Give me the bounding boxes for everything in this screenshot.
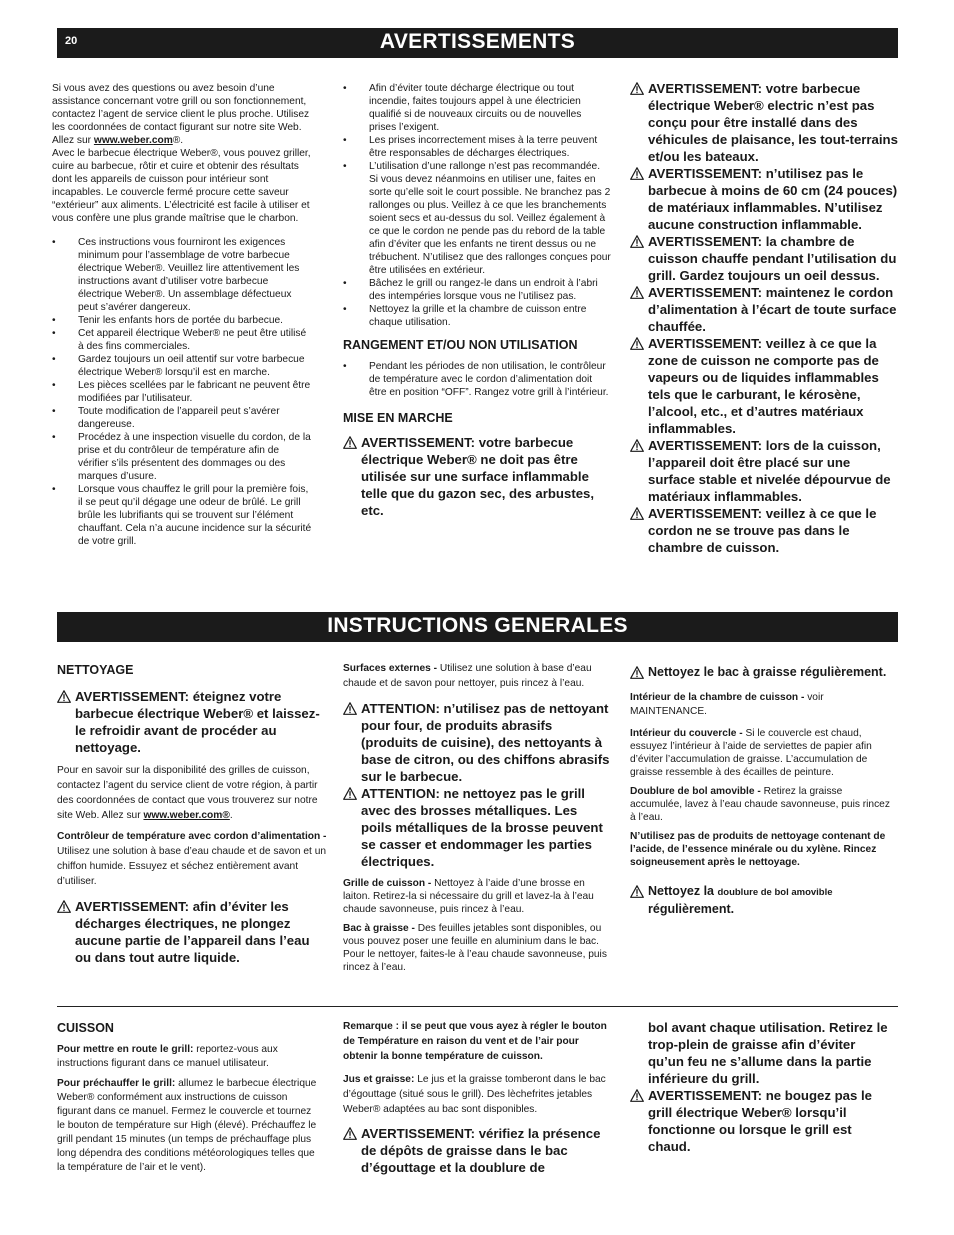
- warning-icon: [630, 286, 644, 299]
- warning-item: Nettoyez la doublure de bol amovible régulièrement.: [630, 883, 892, 918]
- warning-icon: [630, 337, 644, 350]
- list-item: • Pendant les périodes de non utilisation, le contrôleur de température avec le cordon d’alimentation doit être en position “OFF”. Rangez votre grill à l’intérieur.: [343, 360, 611, 399]
- warning-item: AVERTISSEMENT: n’utilisez pas le barbecue à moins de 60 cm (24 pouces) de matériaux inflammables. N’utilisez aucune construction inflammable.: [630, 165, 898, 233]
- warning-icon: [630, 1089, 644, 1102]
- storage-list: [343, 360, 611, 399]
- warning-icon: [630, 666, 644, 679]
- warning-icon: [630, 507, 644, 520]
- lid-interior-paragraph: Intérieur du couvercle - Si le couvercle est chaud, essuyez l’intérieur à l’aide de serviettes de papier afin d’éviter l’accumulation de graisse. L’accumulation de graisse ressemble à des écailles de peinture.: [630, 728, 872, 778]
- warnings-list-2: [343, 82, 611, 329]
- external-surfaces-paragraph: Surfaces externes - Utilisez une solution à base d’eau chaude et de savon pour nettoyer, puis rincez à l’eau.: [343, 663, 592, 689]
- section-divider: [57, 1006, 898, 1007]
- warnings-list-1: [52, 236, 312, 548]
- list-item: • L’utilisation d’une rallonge n’est pas recommandée. Si vous devez néanmoins en utiliser une, faites en sorte qu’elle soit le court possible. Ne branchez pas 2 rallonges ou plus. Veillez à ce que les branchements soient secs et au-dessus du sol. Veillez également à ce que le cordon ne pende pas du rebord de la table afin d’éviter que les enfants ne tirent dessus ou ne trébuchent. N’utilisez que des rallonges conçues pour être utilisées en extérieur.: [343, 160, 611, 277]
- startup-heading: MISE EN MARCHE: [343, 411, 453, 425]
- warning-icon: [57, 690, 71, 703]
- chemicals-note: N’utilisez pas de produits de nettoyage contenant de l’acide, de l’essence minérale ou du xylène. Rincez soigneusement après le nettoyage.: [630, 831, 886, 868]
- cook-chamber-paragraph: Intérieur de la chambre de cuisson - voir MAINTENANCE.: [630, 692, 824, 717]
- grease-tray-paragraph: Bac à graisse - Des feuilles jetables sont disponibles, ou vous pouvez poser une feuille en aluminium dans le bac. Pour le nettoyer, faites-le à l’eau chaude savonneuse, puis rincez à l’eau.: [343, 923, 607, 973]
- warnings-column-1: [52, 82, 312, 548]
- intro-paragraph-2: Avec le barbecue électrique Weber®, vous pouvez griller, cuire au barbecue, rôtir et cuire et obtenir des résultats dont les appareils de cuisson pour intérieur sont incapables. Le couvercle fermé procure cette saveur “extérieur” aux aliments. L’électricité est facile à utiliser et vous confère une plus grande maîtrise que le charbon.: [52, 148, 311, 224]
- warning-icon: [57, 900, 71, 913]
- list-item: • Procédez à une inspection visuelle du cordon, de la prise et du contrôleur de température afin de vérifier s’ils présentent des dommages ou des marques d’usure.: [52, 431, 312, 483]
- section-title-bar-avertissements: [57, 28, 898, 58]
- warning-item: AVERTISSEMENT: vérifiez la présence de dépôts de graisse dans le bac d’égouttage et la doublure de: [343, 1125, 611, 1176]
- storage-heading: RANGEMENT ET/OU NON UTILISATION: [343, 338, 578, 352]
- section-title-avertissements: AVERTISSEMENTS: [379, 30, 576, 53]
- list-item: • Cet appareil électrique Weber® ne peut être utilisé à des fins commerciales.: [52, 327, 312, 353]
- list-item: • Ces instructions vous fourniront les exigences minimum pour l’assemblage de votre barbecue électrique Weber®. Veuillez lire attentivement les instructions avant d’utiliser votre barbecue électrique Weber®. Un assemblage défectueux peut s’avérer dangereux.: [52, 236, 312, 314]
- caution-item: ATTENTION: n’utilisez pas de nettoyant pour four, de produits abrasifs (produits de cuisine), des nettoyants à base de citron, ou des chiffons abrasifs sur le barbecue.: [343, 700, 611, 785]
- warnings-column-3: [630, 80, 898, 556]
- list-item: • Gardez toujours un oeil attentif sur votre barbecue électrique Weber® lorsqu’il est en marche.: [52, 353, 312, 379]
- weber-link[interactable]: www.weber.com: [93, 135, 173, 146]
- warning-continuation: bol avant chaque utilisation. Retirez le trop-plein de graisse afin d’éviter qu’un feu ne s’allume dans la partie inférieure du grill.: [648, 1020, 888, 1086]
- warning-icon: [630, 235, 644, 248]
- warnings-column-2: [343, 82, 611, 519]
- warning-item: AVERTISSEMENT: afin d’éviter les décharges électriques, ne plongez aucune partie de l’appareil dans l’eau ou dans tout autre liquide.: [57, 898, 327, 966]
- warning-item: AVERTISSEMENT: votre barbecue électrique Weber® electric n’est pas conçu pour être installé dans des véhicules de plaisance, les tout-terrains et/ou les bateaux.: [630, 80, 898, 165]
- page-number: 20: [65, 35, 78, 47]
- bowl-liner-paragraph: Doublure de bol amovible - Retirez la graisse accumulée, lavez à l’eau chaude savonneuse, puis rincez à l’eau.: [630, 786, 890, 823]
- controller-paragraph: Contrôleur de température avec cordon d’alimentation - Utilisez une solution à base d’eau chaude et de savon et un chiffon humide. Essuyez et séchez entièrement avant d’utiliser.: [57, 831, 327, 887]
- temperature-note: Remarque : il se peut que vous ayez à régler le bouton de Température en raison du vent et de l’air pour obtenir la bonne température de cuisson.: [343, 1021, 607, 1062]
- warning-item: AVERTISSEMENT: éteignez votre barbecue électrique Weber® et laissez-le refroidir avant de procéder au nettoyage.: [57, 688, 327, 756]
- warning-item: AVERTISSEMENT: maintenez le cordon d’alimentation à l’écart de toute surface chauffée.: [630, 284, 898, 335]
- preheat-paragraph: Pour préchauffer le grill: allumez le barbecue électrique Weber® conformément aux instructions de cuisson figurant dans ce manuel. Fermez le couvercle et tournez le bouton de température sur High (élevé). Préchauffez le grill pendant 15 minutes (un temps de préchauffage plus long dépendra des conditions météorologiques telles que la température de l’air et le vent).: [57, 1078, 317, 1173]
- cooking-column-2: [343, 1019, 611, 1176]
- warning-item: AVERTISSEMENT: la chambre de cuisson chauffe pendant l’utilisation du grill. Gardez toujours un oeil dessus.: [630, 233, 898, 284]
- cooking-column-3: [630, 1019, 892, 1155]
- section-title-instructions: INSTRUCTIONS GENERALES: [327, 614, 628, 637]
- startup-warning: AVERTISSEMENT: votre barbecue électrique Weber® ne doit pas être utilisée sur une surface inflammable telle que du gazon sec, des arbustes, etc.: [343, 434, 611, 519]
- warning-icon: [343, 1127, 357, 1140]
- juice-grease-paragraph: Jus et graisse: Le jus et la graisse tomberont dans le bac d’égouttage (situé sous le grill). Des lèchefrites jetables Weber® adaptées au bac sont disponibles.: [343, 1074, 606, 1115]
- list-item: • Les prises incorrectement mises à la terre peuvent être responsables de décharges électriques.: [343, 134, 611, 160]
- warning-item: AVERTISSEMENT: veillez à ce que la zone de cuisson ne comporte pas de vapeurs ou de liquides inflammables tels que le carburant, le kérosène, l’alcool, etc., et d’autres matériaux inflammables.: [630, 335, 898, 437]
- cleaning-column-1: [57, 664, 327, 966]
- weber-link[interactable]: www.weber.com®: [143, 810, 230, 821]
- list-item: • Bâchez le grill ou rangez-le dans un endroit à l’abri des intempéries lorsque vous ne l’utilisez pas.: [343, 277, 611, 303]
- grill-grate-paragraph: Grille de cuisson - Nettoyez à l’aide d’une brosse en laiton. Retirez-la si nécessaire du grill et lavez-la à l’eau chaude savonneuse, puis rincez à l’eau.: [343, 878, 594, 915]
- list-item: • Tenir les enfants hors de portée du barbecue.: [52, 314, 312, 327]
- cleaning-heading: NETTOYAGE: [57, 663, 134, 677]
- section-title-bar-instructions: [57, 612, 898, 642]
- cooking-heading: CUISSON: [57, 1021, 114, 1035]
- warning-item: AVERTISSEMENT: veillez à ce que le cordon ne se trouve pas dans le chambre de cuisson.: [630, 505, 898, 556]
- warning-icon: [343, 787, 357, 800]
- list-item: • Nettoyez la grille et la chambre de cuisson entre chaque utilisation.: [343, 303, 611, 329]
- warning-item: Nettoyez le bac à graisse régulièrement.: [630, 664, 892, 681]
- start-grill-paragraph: Pour mettre en route le grill: reportez-vous aux instructions figurant dans ce manuel utilisateur.: [57, 1044, 278, 1069]
- cleaning-column-2: [343, 661, 611, 980]
- warning-icon: [343, 702, 357, 715]
- warning-item: AVERTISSEMENT: ne bougez pas le grill électrique Weber® lorsqu’il fonctionne ou lorsque le grill est chaud.: [630, 1087, 892, 1155]
- list-item: • Toute modification de l’appareil peut s’avérer dangereuse.: [52, 405, 312, 431]
- warning-icon: [630, 167, 644, 180]
- warning-icon: [630, 885, 644, 898]
- intro-paragraph: Si vous avez des questions ou avez besoin d’une assistance concernant votre grill ou son fonctionnement, contactez l’agent de service client le plus proche. Utilisez les coordonnées de contact figurant sur notre site Web. Allez sur www.weber.com®.: [52, 83, 310, 146]
- warning-item: AVERTISSEMENT: lors de la cuisson, l’appareil doit être placé sur une surface stable et nivelée dépourvue de matériaux inflammables.: [630, 437, 898, 505]
- cleaning-paragraph: Pour en savoir sur la disponibilité des grilles de cuisson, contactez l’agent du service client de votre région, à partir des coordonnées de contact que vous trouverez sur notre site Web. Allez sur www.weber.com®.: [57, 765, 318, 821]
- caution-item: ATTENTION: ne nettoyez pas le grill avec des brosses métalliques. Les poils métalliques de la brosse peuvent se casser et endommager les parties électriques.: [343, 785, 611, 870]
- warning-icon: [630, 439, 644, 452]
- warning-icon: [343, 436, 357, 449]
- list-item: • Les pièces scellées par le fabricant ne peuvent être modifiées par l’utilisateur.: [52, 379, 312, 405]
- warning-icon: [630, 82, 644, 95]
- list-item: • Afin d’éviter toute décharge électrique ou tout incendie, faites toujours appel à une électricien qualifié si de nouveaux circuits ou de nouvelles prises l’exigent.: [343, 82, 611, 134]
- cleaning-column-3: [630, 664, 892, 918]
- list-item: • Lorsque vous chauffez le grill pour la première fois, il se peut qu’il dégage une odeur de brûlé. Le grill brûle les lubrifiants qui se trouvent sur l’élément chauffant. Cela n’a aucune incidence sur la sécurité de votre grill.: [52, 483, 312, 548]
- cooking-column-1: [57, 1022, 319, 1181]
